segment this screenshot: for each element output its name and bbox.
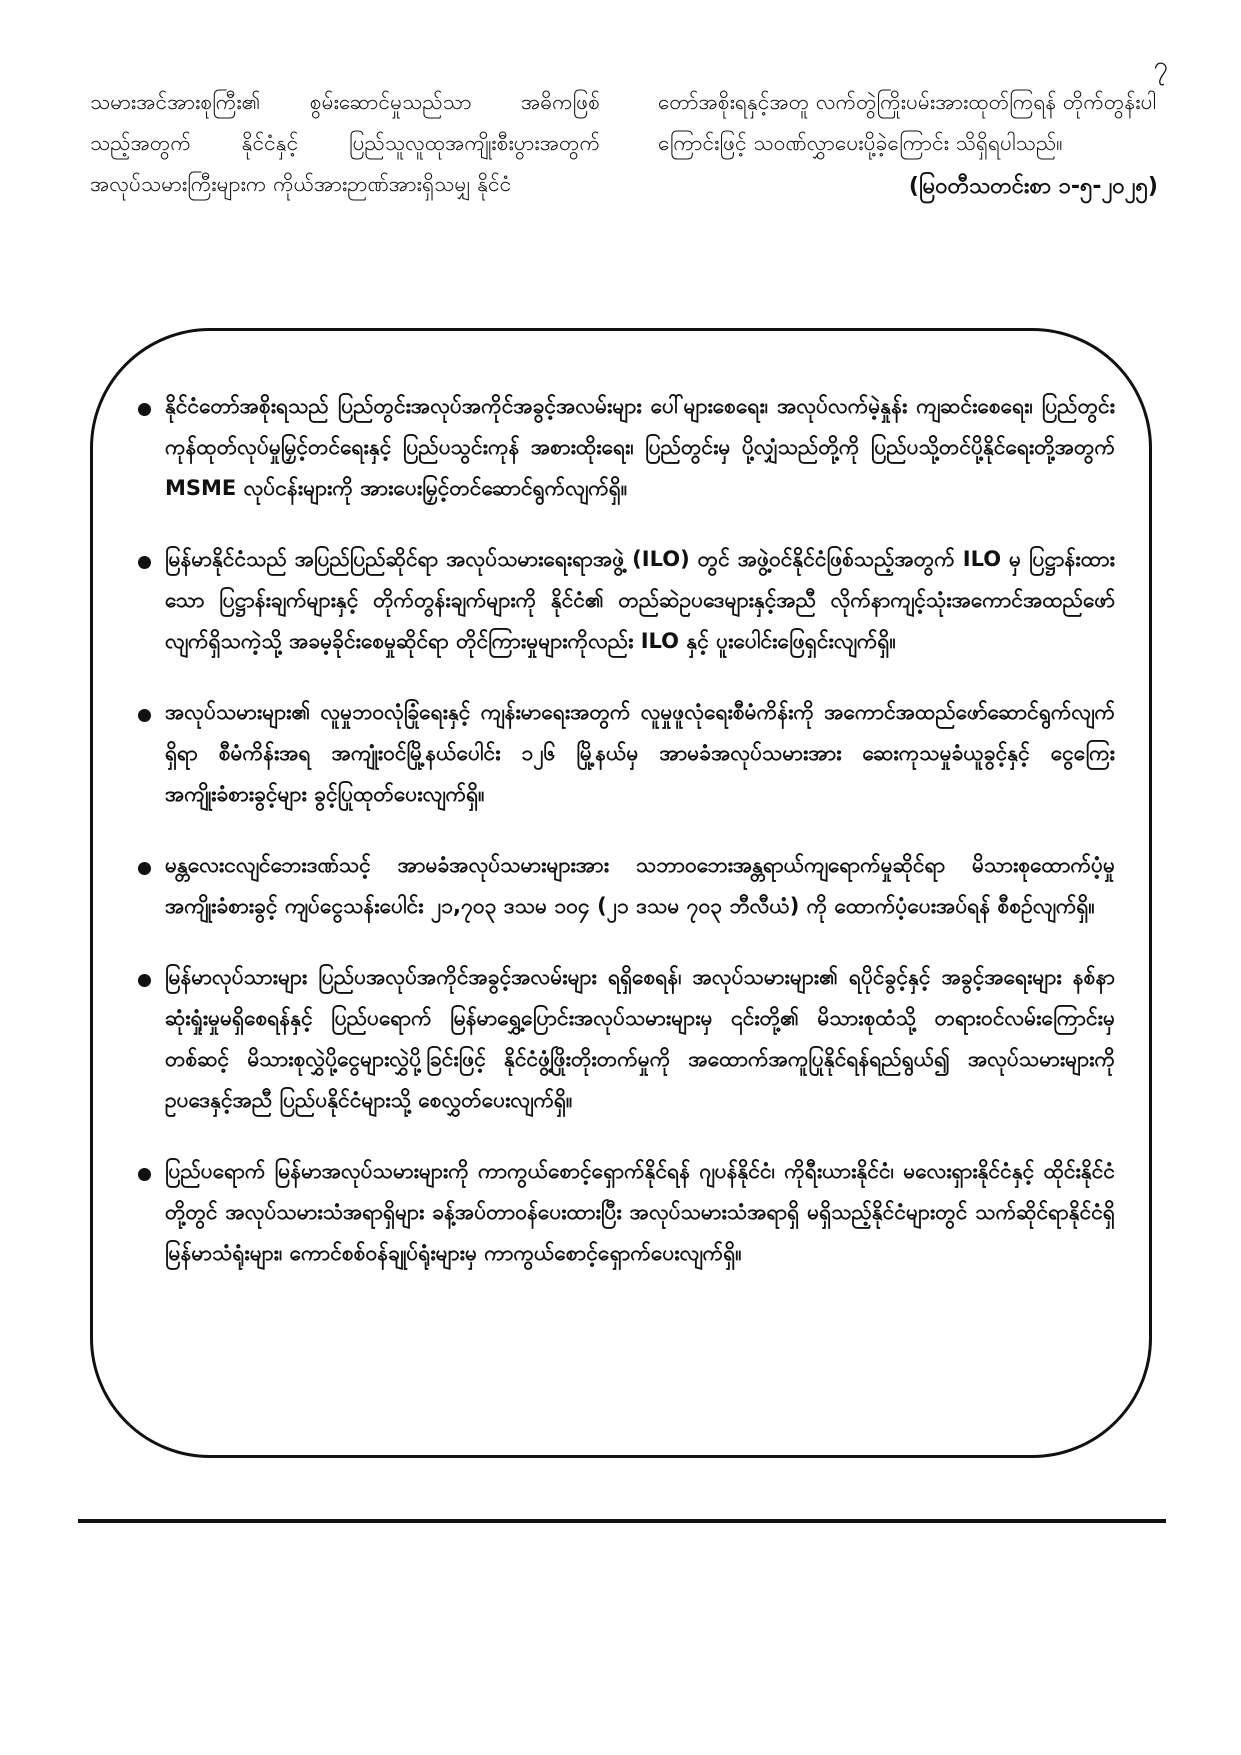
bullet-icon [138, 403, 151, 416]
bullet-text: မန္တလေးငလျင်ဘေးဒဏ်သင့် အာမခံအလုပ်သမားများအား သဘာဝဘေးအန္တရာယ်ကျရောက်မှုဆိုင်ရာ မိသားစုထောက်ပံ့မှုအကျိုးခံစားခွင့် ကျပ်ငွေသန်းပေါင်း ၂၁,၇၀၃ ဒသမ ၁၀၄ (၂၁ ဒသမ ၇၀၃ ဘီလီယံ) ကို ထောက်ပံ့ပေးအပ်ရန် စီစဉ်လျက်ရှိ။ [165, 853, 1115, 918]
bullet-item-earthquake-relief [140, 845, 1115, 927]
bullet-text: မြန်မာနိုင်ငံသည် အပြည်ပြည်ဆိုင်ရာ အလုပ်သမားရေးရာအဖွဲ့ (ILO) တွင် အဖွဲ့ဝင်နိုင်ငံဖြစ်သည့်အတွက် ILO မှ ပြဋ္ဌာန်းထားသော ပြဋ္ဌာန်းချက်များနှင့် တိုက်တွန်းချက်များကို နိုင်ငံ၏ တည်ဆဲဥပဒေများနှင့်အညီ လိုက်နာကျင့်သုံးအကောင်အထည်ဖော်လျက်ရှိသကဲ့သို့ အခမ့ခိုင်းစေမှုဆိုင်ရာ တိုင်ကြားမှုများကိုလည်း ILO နှင့် ပူးပေါင်းဖြေရှင်းလျက်ရှိ။ [165, 547, 1115, 653]
intro-right-column [658, 82, 1158, 207]
bullet-text: အလုပ်သမားများ၏ လူမှုဘဝလုံခြုံရေးနှင့် ကျန်းမာရေးအတွက် လူမှုဖူလုံရေးစီမံကိန်းကို အကောင်အထည်ဖော်ဆောင်ရွက်လျက်ရှိရာ စီမံကိန်းအရ အကျုံးဝင်မြို့နယ်ပေါင်း ၁၂၆ မြို့နယ်မှ အာမခံအလုပ်သမားအား ဆေးကုသမှုခံယူခွင့်နှင့် ငွေကြေးအကျိုးခံစားခွင့်များ ခွင့်ပြုထုတ်ပေးလျက်ရှိ။ [165, 700, 1115, 806]
bottom-divider [78, 1519, 1166, 1523]
bullet-text: နိုင်ငံတော်အစိုးရသည် ပြည်တွင်းအလုပ်အကိုင်အခွင့်အလမ်းများ ပေါ်များစေရေး၊ အလုပ်လက်မဲ့နှုန်း ကျဆင်းစေရေး၊ ပြည်တွင်းကုန်ထုတ်လုပ်မှုမြှင့်တင်ရေးနှင့် ပြည်ပသွင်းကုန် အစားထိုးရေး၊ ပြည်တွင်းမှ ပို့လျှံသည်တို့ကို ပြည်ပသို့တင်ပို့နိုင်ရေးတို့အတွက် MSME လုပ်ငန်းများကို အားပေးမြှင့်တင်ဆောင်ရွက်လျက်ရှိ။ [165, 394, 1115, 500]
page-number: ၇ [1153, 51, 1168, 81]
bullet-item-overseas-employment [140, 957, 1115, 1121]
bullet-icon [138, 556, 151, 569]
source-citation: (မြဝတီသတင်းစာ ၁-၅-၂၀၂၅) [908, 174, 1158, 199]
bullet-text: မြန်မာလုပ်သားများ ပြည်ပအလုပ်အကိုင်အခွင့်အလမ်းများ ရရှိစေရန်၊ အလုပ်သမားများ၏ ရပိုင်ခွင့်နှင့် အခွင့်အရေးများ နစ်နာဆုံးရှုံးမှုမရှိစေရန်နှင့် ပြည်ပရောက် မြန်မာရွှေ့ပြောင်းအလုပ်သမားများမှ ၎င်းတို့၏ မိသားစုထံသို့ တရားဝင်လမ်းကြောင်းမှတစ်ဆင့် မိသားစုလွှဲပို့ငွေများလွှဲပို့ခြင်းဖြင့် နိုင်ငံဖွံ့ဖြိုးတိုးတက်မှုကို အထောက်အကူပြုနိုင်ရန်ရည်ရွယ်၍ အလုပ်သမားများကို ဥပဒေနှင့်အညီ ပြည်ပနိုင်ငံများသို့ စေလွှတ်ပေးလျက်ရှိ။ [165, 965, 1115, 1112]
summary-bullet-list [140, 386, 1115, 1304]
bullet-item-labour-attache [140, 1151, 1115, 1274]
bullet-item-social-security [140, 692, 1115, 815]
intro-right-text: တော်အစိုးရနှင့်အတူ လက်တွဲကြိုးပမ်းအားထုတ်ကြရန် တိုက်တွန်းပါကြောင်းဖြင့် သဝဏ်လွှာပေးပို့ခဲ့ကြောင်း သိရှိရပါသည်။ [658, 90, 1157, 155]
bullet-item-ilo [140, 539, 1115, 662]
intro-left-column: သမားအင်အားစုကြီး၏ စွမ်းဆောင်မှုသည်သာ အဓိကဖြစ်သည့်အတွက် နိုင်ငံနှင့် ပြည်သူလူထုအကျိုးစီးပွားအတွက် အလုပ်သမားကြီးများက ကိုယ်အားဉာဏ်အားရှိသမျှ နိုင်ငံ [90, 90, 600, 196]
bullet-icon [138, 862, 151, 875]
bullet-icon [138, 709, 151, 722]
bullet-icon [138, 974, 151, 987]
bullet-icon [138, 1168, 151, 1181]
bullet-item-msme [140, 386, 1115, 509]
bullet-text: ပြည်ပရောက် မြန်မာအလုပ်သမားများကို ကာကွယ်စောင့်ရှောက်နိုင်ရန် ဂျပန်နိုင်ငံ၊ ကိုရီးယားနိုင်ငံ၊ မလေးရှားနိုင်ငံနှင့် ထိုင်းနိုင်ငံတို့တွင် အလုပ်သမားသံအရာရှိများ ခန့်အပ်တာဝန်ပေးထားပြီး အလုပ်သမားသံအရာရှိ မရှိသည့်နိုင်ငံများတွင် သက်ဆိုင်ရာနိုင်ငံရှိ မြန်မာသံရုံးများ၊ ကောင်စစ်ဝန်ချုပ်ရုံးများမှ ကာကွယ်စောင့်ရှောက်ပေးလျက်ရှိ။ [165, 1159, 1115, 1265]
